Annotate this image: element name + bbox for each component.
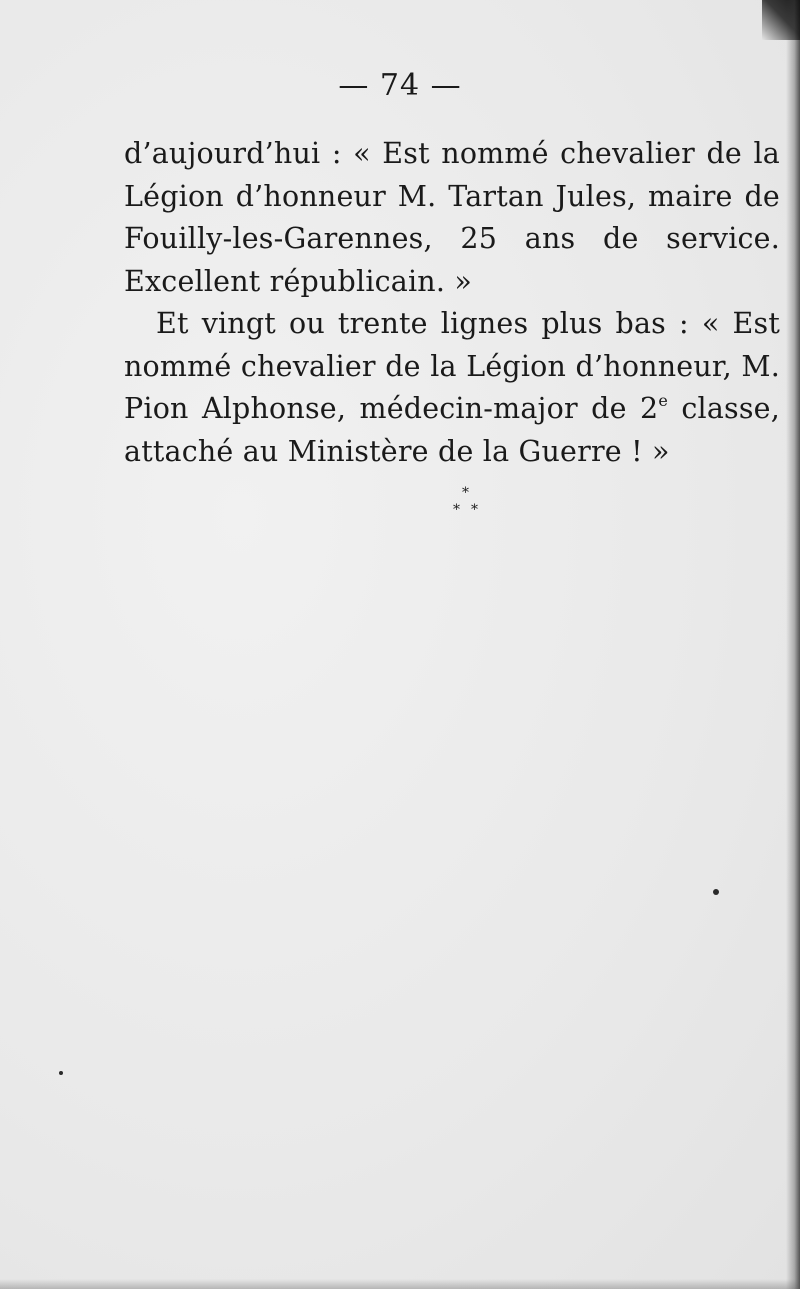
page-edge-shadow	[786, 0, 800, 1289]
ink-speck	[59, 1071, 63, 1075]
paragraph-2-text-start: Et vingt ou trente lignes plus bas : « Est nommé chevalier de la Légion d’honneur, M. Pion Alphonse, médecin-major de 2	[124, 307, 780, 425]
page-bottom-shadow	[0, 1279, 800, 1289]
paragraph-2	[124, 303, 780, 473]
asterism-star-right: *	[471, 502, 478, 518]
paragraph-2-text-end: classe, attaché au Ministère de la Guerre ! »	[124, 392, 780, 468]
ink-speck	[713, 889, 719, 895]
asterism-star-left: *	[453, 502, 460, 518]
paragraph-1: d’aujourd’hui : « Est nommé chevalier de la Légion d’honneur M. Tartan Jules, maire de Fouilly-les-Garennes, 25 ans de service. Excellent républicain. »	[124, 137, 780, 298]
asterism-separator	[440, 484, 500, 524]
page-number: — 74 —	[338, 68, 462, 103]
ordinal-superscript: e	[658, 391, 668, 410]
body-text	[124, 133, 780, 473]
asterism-star-top: *	[462, 485, 469, 501]
